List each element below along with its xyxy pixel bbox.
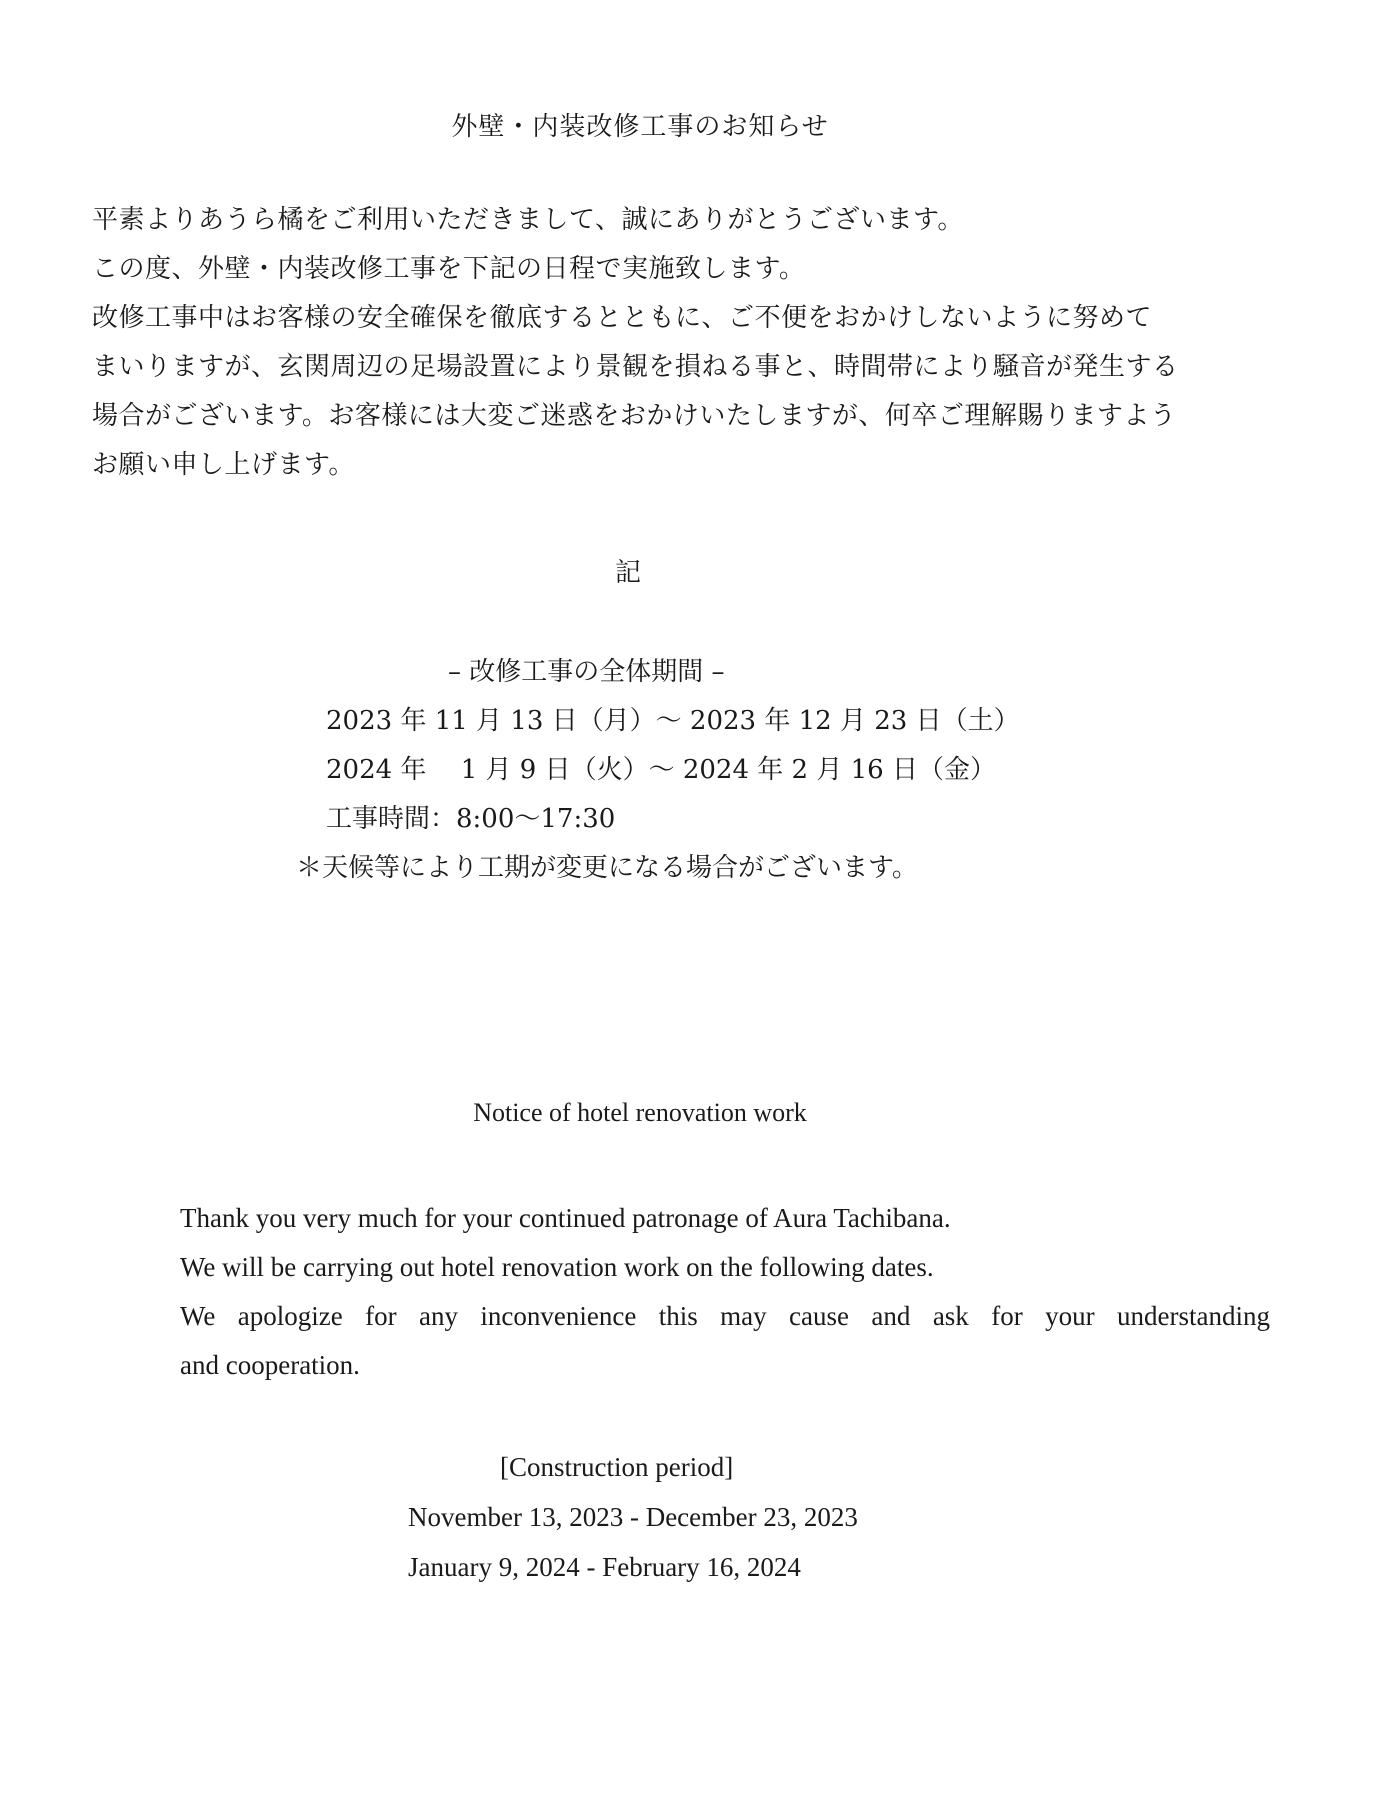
japanese-message-line: まいりますが、玄関周辺の足場設置により景観を損ねる事と、時間帯により騒音が発生する <box>92 352 1179 382</box>
japanese-ki-marker: 記 <box>614 558 641 588</box>
japanese-period-2: 2024 年 1 月 9 日（火）～ 2024 年 2 月 16 日（金） <box>326 755 996 785</box>
japanese-title: 外壁・内装改修工事のお知らせ <box>451 112 829 142</box>
japanese-message <box>92 196 1272 490</box>
japanese-work-hours: 工事時間：8:00～17:30 <box>326 804 616 834</box>
english-message-line: and cooperation. <box>180 1350 360 1380</box>
japanese-period-heading: – 改修工事の全体期間 – <box>448 657 725 687</box>
japanese-period-1: 2023 年 11 月 13 日（月）～ 2023 年 12 月 23 日（土） <box>326 706 1020 736</box>
japanese-message-line: 改修工事中はお客様の安全確保を徹底するとともに、ご不便をおかけしないように努めて <box>92 303 1153 333</box>
japanese-weather-note: ＊天候等により工期が変更になる場合がございます。 <box>296 853 918 883</box>
japanese-schedule <box>296 648 1096 893</box>
english-period-1: November 13, 2023 - December 23, 2023 <box>408 1502 858 1532</box>
english-title: Notice of hotel renovation work <box>473 1098 807 1127</box>
english-schedule <box>408 1442 1108 1592</box>
english-message-line: We apologize for any inconvenience this may cause and ask for your understanding <box>180 1301 1270 1331</box>
english-message-line: Thank you very much for your continued patronage of Aura Tachibana. <box>180 1203 951 1233</box>
english-period-heading: [Construction period] <box>500 1452 734 1482</box>
japanese-message-line: この度、外壁・内装改修工事を下記の日程で実施致します。 <box>92 254 806 284</box>
english-message <box>180 1194 1270 1390</box>
japanese-message-line: 平素よりあうら橘をご利用いただきまして、誠にありがとうございます。 <box>92 205 964 235</box>
japanese-message-line: お願い申し上げます。 <box>92 450 355 480</box>
japanese-message-line: 場合がございます。お客様には大変ご迷惑をおかけいたしますが、何卒ご理解賜りますよう <box>92 401 1177 431</box>
english-period-2: January 9, 2024 - February 16, 2024 <box>408 1552 801 1582</box>
english-message-line: We will be carrying out hotel renovation work on the following dates. <box>180 1252 934 1282</box>
